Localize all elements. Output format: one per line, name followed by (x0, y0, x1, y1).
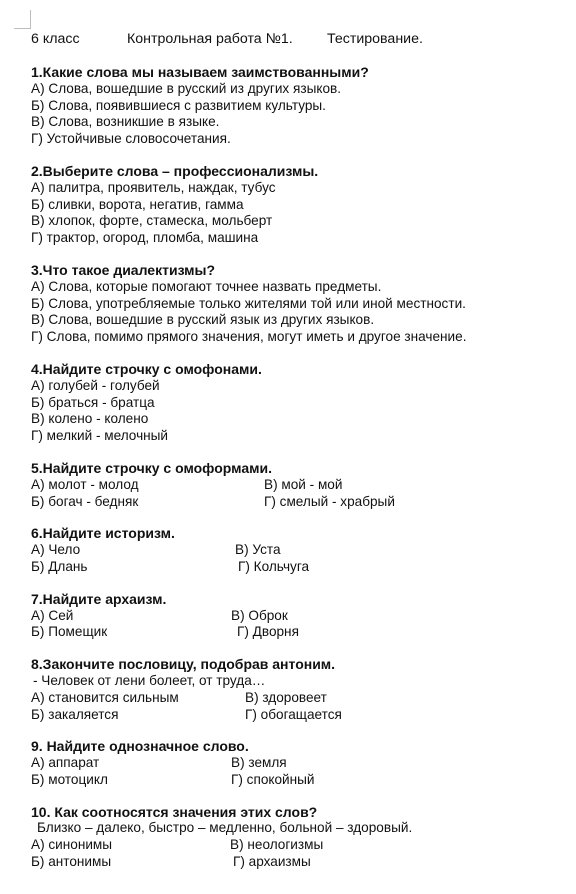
option-v: В) Уста (235, 542, 281, 558)
options-grid (31, 690, 561, 724)
options-grid (31, 837, 561, 871)
option-g: Г) смелый - храбрый (264, 493, 395, 509)
question-6 (31, 525, 561, 575)
question-title: 7.Найдите архаизм. (31, 590, 167, 607)
option-a: А) Чело (31, 542, 81, 558)
word-pairs-text: Близко – далеко, быстро – медленно, больной – здоровый. (37, 820, 413, 836)
options-grid (31, 477, 561, 511)
option-b: Б) Слова, появившиеся с развитием культуры. (31, 97, 326, 113)
option-v: В) земля (231, 755, 287, 771)
option-g: Г) обогащается (245, 706, 342, 722)
option-g: Г) архаизмы (233, 854, 311, 870)
question-title: 4.Найдите строчку с омофонами. (31, 360, 262, 377)
option-b: Б) богач - бедняк (31, 493, 139, 509)
question-title: 9. Найдите однозначное слово. (31, 738, 249, 755)
grade-label: 6 класс (31, 31, 80, 47)
option-a: А) Сей (31, 607, 74, 623)
question-3 (31, 262, 561, 346)
question-1 (31, 64, 561, 148)
option-v: В) неологизмы (230, 837, 324, 853)
question-title: 3.Что такое диалектизмы? (31, 261, 216, 278)
question-10 (31, 804, 561, 871)
option-a: А) становится сильным (31, 689, 179, 705)
option-a: А) аппарат (31, 755, 100, 771)
option-v: В) хлопок, форте, стамеска, мольберт (31, 213, 273, 229)
document-type: Тестирование. (327, 31, 423, 47)
option-b: Б) мотоцикл (31, 771, 108, 787)
option-b: Б) закаляется (31, 706, 119, 722)
option-g: Г) Устойчивые словосочетания. (31, 131, 231, 147)
question-title: 2.Выберите слова – профессионализмы. (31, 162, 319, 179)
page-corner-mark (14, 10, 31, 29)
option-b: Б) Помещик (31, 624, 108, 640)
question-title: 6.Найдите историзм. (31, 525, 175, 542)
question-title: 8.Закончите пословицу, подобрав антоним. (31, 656, 336, 673)
proverb-text: - Человек от лени болеет, от труда… (33, 672, 266, 688)
option-g: Г) мелкий - мелочный (31, 428, 169, 444)
option-v: В) мой - мой (264, 476, 343, 492)
document-title: Контрольная работа №1. (127, 31, 293, 47)
question-5 (31, 460, 561, 510)
option-a: А) голубей - голубей (31, 377, 160, 393)
option-v: В) Слова, вошедшие в русский язык из других языков. (31, 312, 375, 328)
option-a: А) Слова, вошедшие в русский из других языков. (31, 80, 342, 96)
option-g: Г) Слова, помимо прямого значения, могут иметь и другое значение. (31, 329, 467, 345)
option-a: А) Слова, которые помогают точнее назвать предметы. (31, 278, 382, 294)
option-b: Б) антонимы (31, 854, 112, 870)
question-2 (31, 163, 561, 247)
option-v: В) колено - колено (31, 411, 149, 427)
option-g: Г) спокойный (231, 771, 315, 787)
option-g: Г) трактор, огород, пломба, машина (31, 230, 259, 246)
option-v: В) Оброк (231, 607, 288, 623)
question-8 (31, 656, 561, 723)
option-b: Б) Слова, употребляемые только жителями той или иной местности. (31, 295, 466, 311)
options-grid (31, 542, 561, 576)
option-a: А) синонимы (31, 837, 113, 853)
option-v: В) Слова, возникшие в языке. (31, 114, 220, 130)
option-g: Г) Дворня (237, 624, 299, 640)
question-title: 1.Какие слова мы называем заимствованными? (31, 64, 369, 80)
options-grid (31, 608, 561, 642)
option-a: А) палитра, проявитель, наждак, тубус (31, 179, 276, 195)
question-7 (31, 591, 561, 641)
option-b: Б) сливки, ворота, негатив, гамма (31, 196, 244, 212)
question-4 (31, 361, 561, 445)
option-a: А) молот - молод (31, 476, 139, 492)
question-9 (31, 738, 561, 788)
document-header (31, 29, 561, 49)
question-title: 10. Как соотносятся значения этих слов? (31, 803, 318, 820)
option-b: Б) Длань (31, 558, 88, 574)
option-v: В) здоровеет (245, 689, 327, 705)
options-grid (31, 755, 561, 789)
option-b: Б) браться - братца (31, 394, 155, 410)
test-document (31, 29, 561, 871)
question-title: 5.Найдите строчку с омоформами. (31, 459, 272, 476)
option-g: Г) Кольчуга (238, 558, 310, 574)
